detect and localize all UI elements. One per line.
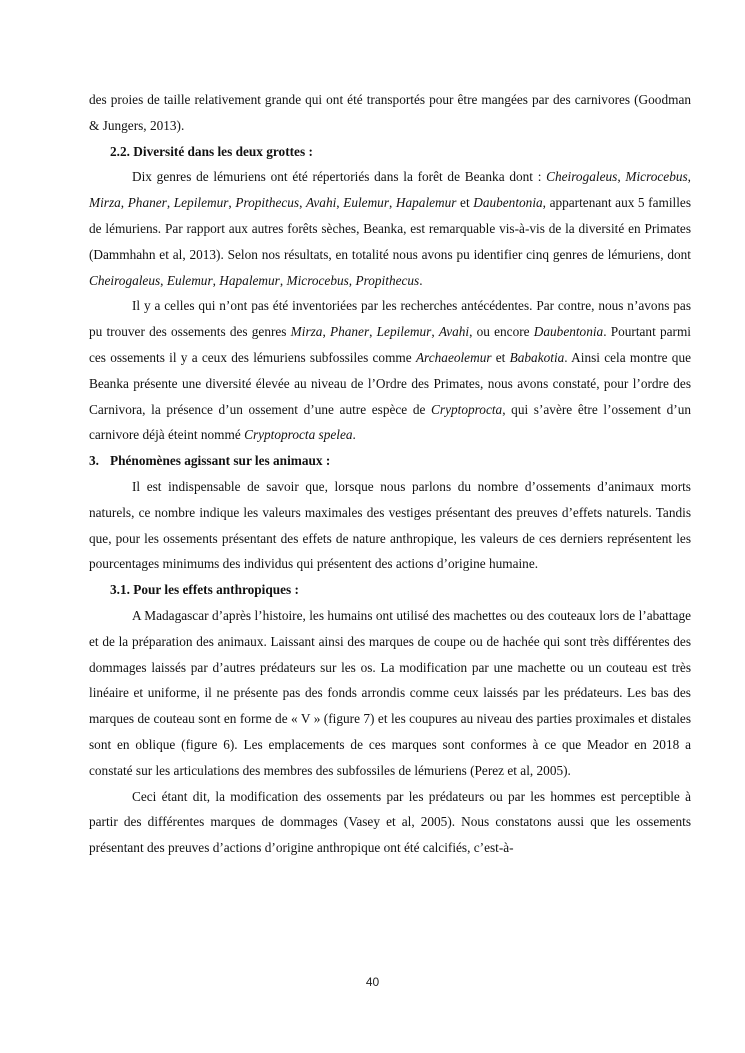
genus-name: Avahi xyxy=(306,195,337,211)
paragraph-bone-counts: Il est indispensable de savoir que, lorsque nous parlons du nombre d’ossements d’animaux morts naturels, ce nombre indique les valeurs maximales des vestiges présentant des preuves d’effets naturels. Tandis que, pour les ossements présentant des effets de nature anthropique, les valeurs de ces derniers représentent les pourcentages minimums des individus qui présentent des actions d’origine humaine. xyxy=(89,478,691,572)
genus-name: Cryptoprocta xyxy=(431,401,503,417)
genus-name: Hapalemur xyxy=(219,272,280,288)
genus-name: Daubentonia xyxy=(473,195,543,211)
genus-name: Lepilemur xyxy=(173,195,229,211)
heading-3-phenomena: 3. Phénomènes agissant sur les animaux : xyxy=(89,448,691,474)
genus-name: Cheirogaleus xyxy=(546,169,618,185)
genus-name: Mirza xyxy=(89,195,121,211)
genus-name: Mirza xyxy=(290,324,323,340)
paragraph-machete-marks: A Madagascar d’après l’histoire, les humains ont utilisé des machettes ou des couteaux lors de l’abattage et de la préparation des animaux. Laissant ainsi des marques de coupe ou de hachée qui sont très différentes des dommages laissés par d’autres prédateurs sur les os. La modification par une machette ou un couteau est très linéaire et uniforme, il ne présente pas des fonds arrondis comme ceux laissés par les prédateurs. Les bas des marques de couteau sont en forme de « V » (figure 7) et les coupures au niveau des parties proximales et distales sont en oblique (figure 6). Les emplacements de ces marques sont conformes à ce que Meador en 2018 a constaté sur les articulations des membres des subfossiles de lémuriens (Perez et al, 2005). xyxy=(89,607,691,778)
genus-name: Microcebus xyxy=(625,169,688,185)
genus-name: Phaner xyxy=(329,324,370,340)
paragraph-missing-genera: Il y a celles qui n’ont pas été inventoriées par les recherches antécédentes. Par contre, nous n’avons pas pu trouver des ossements des genres Mirza, Phaner, Lepilemur, Avahi, ou encore Daubentonia. Pourtant parmi ces ossements il y a ceux des lémuriens subfossiles comme Archaeolemur et Babakotia. Ainsi cela montre que Beanka présente une diversité élevée au niveau de l’Ordre des Primates, nous avons constaté, pour l’ordre des Carnivora, la présence d’un ossement d’une autre espèce de Cryptoprocta, qui s’avère être l’ossement d’un carnivore déjà éteint nommé Cryptoprocta spelea. xyxy=(89,298,692,443)
species-name: Cryptoprocta spelea xyxy=(244,427,353,443)
genus-name: Babakotia xyxy=(509,349,565,365)
heading-2-2-diversity: 2.2. Diversité dans les deux grottes : xyxy=(110,143,313,159)
paragraph-predators-continuation: des proies de taille relativement grande qui ont été transportés pour être mangées par des carnivores (Goodman & Jungers, 2013). xyxy=(89,92,691,133)
genus-name: Cheirogaleus xyxy=(89,272,161,288)
heading-number: 3. xyxy=(89,453,99,469)
genus-name: Avahi xyxy=(438,324,470,340)
genus-name: Eulemur xyxy=(166,272,213,288)
page-number: 40 xyxy=(365,975,380,989)
paragraph-damage-marks: Ceci étant dit, la modification des ossements par les prédateurs ou par les hommes est perceptible à partir des différentes marques de dommages (Vasey et al, 2005). Nous constatons aussi que les ossements présentant des preuves d’actions d’origine anthropique ont été calcifiés, c’est-à- xyxy=(89,788,691,856)
document-page xyxy=(89,87,691,861)
genus-name: Hapalemur xyxy=(395,195,457,211)
genus-name: Propithecus xyxy=(235,195,300,211)
genus-name: Eulemur xyxy=(343,195,389,211)
genus-name: Microcebus xyxy=(286,272,349,288)
genus-name: Daubentonia xyxy=(533,324,604,340)
heading-3-1-anthropic-effects: 3.1. Pour les effets anthropiques : xyxy=(110,582,299,598)
paragraph-lemur-genera: Dix genres de lémuriens ont été répertoriés dans la forêt de Beanka dont : Cheirogaleus, Microcebus, Mirza, Phaner, Lepilemur, Propithecus, Avahi, Eulemur, Hapalemur et Daubentonia, appartenant aux 5 familles de lémuriens. Par rapport aux autres forêts sèches, Beanka, est remarquable vis-à-vis de la diversité en Primates (Dammhahn et al, 2013). Selon nos résultats, en totalité nous avons pu identifier cinq genres de lémuriens, dont Cheirogaleus, Eulemur, Hapalemur, Microcebus, Propithecus. xyxy=(89,169,691,288)
genus-name: Archaeolemur xyxy=(415,349,492,365)
genus-name: Lepilemur xyxy=(376,324,432,340)
genus-name: Propithecus xyxy=(355,272,420,288)
genus-name: Phaner xyxy=(127,195,167,211)
